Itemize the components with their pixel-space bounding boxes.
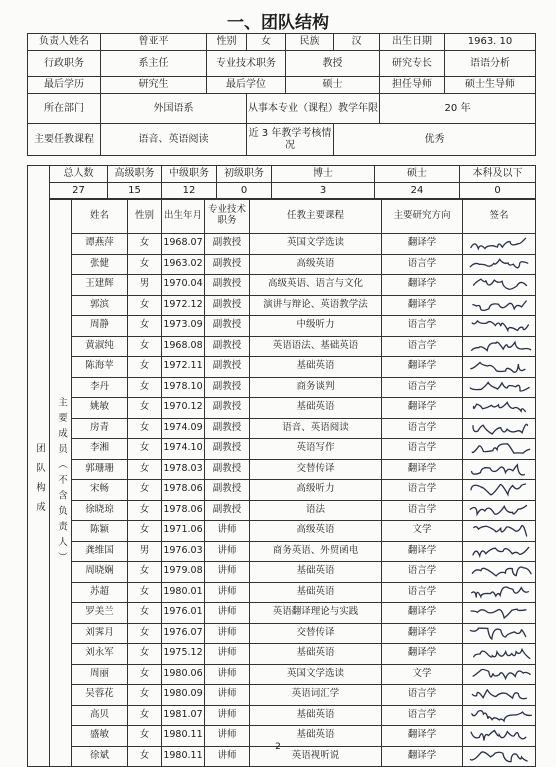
member-name: 徐晓琼 bbox=[72, 500, 128, 521]
member-title: 副教授 bbox=[205, 295, 250, 316]
member-courses: 基础英语 bbox=[250, 705, 382, 726]
member-signature bbox=[463, 398, 536, 419]
signature-scribble bbox=[466, 276, 532, 293]
member-birth: 1972.11 bbox=[162, 357, 205, 378]
leader-info-table bbox=[27, 33, 536, 156]
member-signature bbox=[463, 603, 536, 624]
summary-header: 本科及以下 bbox=[460, 166, 536, 183]
member-title: 副教授 bbox=[205, 439, 250, 460]
signature-scribble bbox=[466, 563, 532, 580]
summary-value: 12 bbox=[162, 183, 217, 200]
leader-birth-label: 出生日期 bbox=[380, 34, 445, 51]
leader-admin-label: 行政职务 bbox=[28, 51, 101, 77]
member-research: 翻译学 bbox=[382, 623, 463, 644]
member-row bbox=[28, 582, 536, 603]
signature-scribble bbox=[466, 358, 532, 375]
member-title: 副教授 bbox=[205, 316, 250, 337]
member-birth: 1970.04 bbox=[162, 275, 205, 296]
leader-gender: 女 bbox=[247, 34, 286, 51]
member-birth: 1980.01 bbox=[162, 582, 205, 603]
member-gender: 女 bbox=[128, 562, 162, 583]
member-title: 副教授 bbox=[205, 336, 250, 357]
member-name: 刘霁月 bbox=[72, 623, 128, 644]
member-courses: 英语视听说 bbox=[250, 746, 382, 767]
member-row bbox=[28, 357, 536, 378]
member-name: 陈海苹 bbox=[72, 357, 128, 378]
member-research: 语言学 bbox=[382, 582, 463, 603]
member-research: 翻译学 bbox=[382, 234, 463, 255]
member-name: 李湘 bbox=[72, 439, 128, 460]
member-signature bbox=[463, 541, 536, 562]
member-gender: 女 bbox=[128, 377, 162, 398]
member-row bbox=[28, 275, 536, 296]
signature-scribble bbox=[466, 645, 532, 662]
member-signature bbox=[463, 295, 536, 316]
signature-scribble bbox=[466, 338, 532, 355]
member-row bbox=[28, 603, 536, 624]
member-courses: 交替传译 bbox=[250, 623, 382, 644]
signature-scribble bbox=[466, 686, 532, 703]
member-row bbox=[28, 500, 536, 521]
team-summary-table bbox=[27, 165, 536, 200]
member-name: 罗美兰 bbox=[72, 603, 128, 624]
member-row bbox=[28, 541, 536, 562]
leader-admin: 系主任 bbox=[101, 51, 207, 77]
member-birth: 1973.09 bbox=[162, 316, 205, 337]
member-courses: 基础英语 bbox=[250, 644, 382, 665]
member-research: 文学 bbox=[382, 664, 463, 685]
member-signature bbox=[463, 480, 536, 501]
member-row bbox=[28, 439, 536, 460]
member-birth: 1978.06 bbox=[162, 500, 205, 521]
signature-scribble bbox=[466, 543, 532, 560]
member-name: 徐斌 bbox=[72, 746, 128, 767]
member-courses: 商务谈判 bbox=[250, 377, 382, 398]
signature-scribble bbox=[466, 481, 532, 498]
member-gender: 女 bbox=[128, 746, 162, 767]
member-signature bbox=[463, 316, 536, 337]
member-row bbox=[28, 480, 536, 501]
signature-scribble bbox=[466, 256, 532, 273]
member-row bbox=[28, 295, 536, 316]
member-birth: 1976.07 bbox=[162, 623, 205, 644]
member-signature bbox=[463, 377, 536, 398]
leader-supervisor: 硕士生导师 bbox=[445, 77, 536, 94]
leader-courses: 语音、英语阅读 bbox=[101, 124, 247, 156]
member-gender: 女 bbox=[128, 664, 162, 685]
member-title: 讲师 bbox=[205, 685, 250, 706]
member-courses: 英国文学选读 bbox=[250, 234, 382, 255]
member-title: 副教授 bbox=[205, 459, 250, 480]
leader-supervisor-label: 担任导师 bbox=[380, 77, 445, 94]
member-birth: 1972.12 bbox=[162, 295, 205, 316]
signature-scribble bbox=[466, 604, 532, 621]
summary-value: 3 bbox=[272, 183, 375, 200]
member-research: 语言学 bbox=[382, 254, 463, 275]
member-signature bbox=[463, 521, 536, 542]
signature-scribble bbox=[466, 625, 532, 642]
member-name: 黄淑纯 bbox=[72, 336, 128, 357]
member-title: 副教授 bbox=[205, 275, 250, 296]
team-structure-label: 团队构成 bbox=[28, 199, 50, 767]
summary-header: 初级职务 bbox=[217, 166, 272, 183]
member-birth: 1979.08 bbox=[162, 562, 205, 583]
member-courses: 英语翻译理论与实践 bbox=[250, 603, 382, 624]
summary-spacer bbox=[28, 166, 50, 200]
leader-name-label: 负责人姓名 bbox=[28, 34, 101, 51]
member-courses: 高级英语 bbox=[250, 254, 382, 275]
member-name: 陈颖 bbox=[72, 521, 128, 542]
member-signature bbox=[463, 439, 536, 460]
member-birth: 1976.01 bbox=[162, 603, 205, 624]
signature-scribble bbox=[466, 502, 532, 519]
member-research: 翻译学 bbox=[382, 295, 463, 316]
leader-dept-label: 所在部门 bbox=[28, 94, 101, 124]
leader-eval-label: 近 3 年教学考核情况 bbox=[247, 124, 334, 156]
member-title: 讲师 bbox=[205, 644, 250, 665]
member-courses: 高级听力 bbox=[250, 480, 382, 501]
member-row bbox=[28, 316, 536, 337]
member-research: 语言学 bbox=[382, 705, 463, 726]
member-gender: 男 bbox=[128, 541, 162, 562]
leader-title: 教授 bbox=[286, 51, 380, 77]
member-courses: 交替传译 bbox=[250, 459, 382, 480]
summary-value: 15 bbox=[108, 183, 162, 200]
page-title: 一、团队结构 bbox=[227, 13, 329, 33]
signature-scribble bbox=[466, 440, 532, 457]
leader-research-label: 研究专长 bbox=[380, 51, 445, 77]
member-research: 翻译学 bbox=[382, 746, 463, 767]
member-research: 翻译学 bbox=[382, 726, 463, 747]
member-birth: 1978.06 bbox=[162, 480, 205, 501]
member-courses: 高级英语、语言与文化 bbox=[250, 275, 382, 296]
member-courses: 中级听力 bbox=[250, 316, 382, 337]
member-research: 文学 bbox=[382, 521, 463, 542]
member-gender: 女 bbox=[128, 685, 162, 706]
members-header: 签名 bbox=[463, 199, 536, 234]
member-name: 郭珊珊 bbox=[72, 459, 128, 480]
member-gender: 女 bbox=[128, 439, 162, 460]
member-signature bbox=[463, 623, 536, 644]
member-birth: 1968.07 bbox=[162, 234, 205, 255]
signature-scribble bbox=[466, 666, 532, 683]
member-research: 翻译学 bbox=[382, 398, 463, 419]
member-name: 郭滨 bbox=[72, 295, 128, 316]
summary-header: 博士 bbox=[272, 166, 375, 183]
member-research: 翻译学 bbox=[382, 603, 463, 624]
member-row bbox=[28, 664, 536, 685]
member-gender: 女 bbox=[128, 459, 162, 480]
signature-scribble bbox=[466, 317, 532, 334]
member-row bbox=[28, 398, 536, 419]
member-name: 李丹 bbox=[72, 377, 128, 398]
member-research: 语言学 bbox=[382, 480, 463, 501]
leader-edu-label: 最后学历 bbox=[28, 77, 101, 94]
member-row bbox=[28, 623, 536, 644]
leader-dept: 外国语系 bbox=[101, 94, 247, 124]
member-row bbox=[28, 521, 536, 542]
member-courses: 英国文学选读 bbox=[250, 664, 382, 685]
member-research: 语言学 bbox=[382, 377, 463, 398]
member-gender: 女 bbox=[128, 726, 162, 747]
member-signature bbox=[463, 685, 536, 706]
member-gender: 女 bbox=[128, 357, 162, 378]
summary-value: 27 bbox=[50, 183, 108, 200]
member-courses: 高级英语 bbox=[250, 521, 382, 542]
member-name: 盛敏 bbox=[72, 726, 128, 747]
member-courses: 英语语法、基础英语 bbox=[250, 336, 382, 357]
member-title: 副教授 bbox=[205, 234, 250, 255]
member-title: 讲师 bbox=[205, 562, 250, 583]
member-row bbox=[28, 644, 536, 665]
member-research: 语言学 bbox=[382, 418, 463, 439]
signature-scribble bbox=[466, 235, 532, 252]
member-signature bbox=[463, 582, 536, 603]
member-signature bbox=[463, 664, 536, 685]
member-courses: 基础英语 bbox=[250, 582, 382, 603]
signature-scribble bbox=[466, 420, 532, 437]
leader-degree: 硕士 bbox=[286, 77, 380, 94]
member-name: 周静 bbox=[72, 316, 128, 337]
summary-header: 中级职务 bbox=[162, 166, 217, 183]
member-title: 讲师 bbox=[205, 705, 250, 726]
member-name: 高贝 bbox=[72, 705, 128, 726]
summary-value: 0 bbox=[217, 183, 272, 200]
member-birth: 1974.09 bbox=[162, 418, 205, 439]
summary-header: 硕士 bbox=[375, 166, 460, 183]
member-gender: 女 bbox=[128, 603, 162, 624]
member-gender: 女 bbox=[128, 500, 162, 521]
member-name: 吴蓉花 bbox=[72, 685, 128, 706]
summary-value: 24 bbox=[375, 183, 460, 200]
member-row bbox=[28, 562, 536, 583]
member-birth: 1968.08 bbox=[162, 336, 205, 357]
member-birth: 1978.10 bbox=[162, 377, 205, 398]
members-header: 性别 bbox=[128, 199, 162, 234]
member-name: 龚维国 bbox=[72, 541, 128, 562]
leader-gender-label: 性别 bbox=[207, 34, 247, 51]
member-title: 讲师 bbox=[205, 726, 250, 747]
signature-scribble bbox=[466, 584, 532, 601]
member-signature bbox=[463, 275, 536, 296]
member-title: 讲师 bbox=[205, 603, 250, 624]
member-courses: 语音、英语阅读 bbox=[250, 418, 382, 439]
signature-scribble bbox=[466, 297, 532, 314]
member-row bbox=[28, 234, 536, 255]
member-research: 语言学 bbox=[382, 562, 463, 583]
member-name: 苏超 bbox=[72, 582, 128, 603]
members-header: 主要研究方向 bbox=[382, 199, 463, 234]
members-header: 姓名 bbox=[72, 199, 128, 234]
member-birth: 1975.12 bbox=[162, 644, 205, 665]
member-gender: 女 bbox=[128, 521, 162, 542]
member-courses: 英语词汇学 bbox=[250, 685, 382, 706]
members-header: 专业技术职务 bbox=[205, 199, 250, 234]
member-birth: 1980.11 bbox=[162, 726, 205, 747]
member-gender: 女 bbox=[128, 234, 162, 255]
member-research: 翻译学 bbox=[382, 275, 463, 296]
main-members-label: 主要成员（不含负责人） bbox=[50, 199, 72, 767]
member-name: 刘永军 bbox=[72, 644, 128, 665]
leader-years-label: 从事本专业（课程）教学年限 bbox=[247, 94, 380, 124]
member-name: 王建辉 bbox=[72, 275, 128, 296]
member-title: 讲师 bbox=[205, 521, 250, 542]
signature-scribble bbox=[466, 522, 532, 539]
member-birth: 1971.06 bbox=[162, 521, 205, 542]
member-birth: 1980.06 bbox=[162, 664, 205, 685]
page-number: 2 bbox=[275, 742, 281, 752]
member-title: 讲师 bbox=[205, 664, 250, 685]
member-gender: 女 bbox=[128, 644, 162, 665]
member-title: 讲师 bbox=[205, 746, 250, 767]
member-name: 张健 bbox=[72, 254, 128, 275]
signature-scribble bbox=[466, 399, 532, 416]
member-signature bbox=[463, 336, 536, 357]
leader-eval: 优秀 bbox=[334, 124, 536, 156]
summary-value: 0 bbox=[460, 183, 536, 200]
member-courses: 演讲与辩论、英语教学法 bbox=[250, 295, 382, 316]
member-title: 副教授 bbox=[205, 418, 250, 439]
member-research: 语言学 bbox=[382, 316, 463, 337]
leader-ethnicity: 汉 bbox=[334, 34, 380, 51]
summary-header: 总人数 bbox=[50, 166, 108, 183]
signature-scribble bbox=[466, 379, 532, 396]
member-signature bbox=[463, 562, 536, 583]
member-research: 语言学 bbox=[382, 500, 463, 521]
member-title: 副教授 bbox=[205, 377, 250, 398]
member-signature bbox=[463, 357, 536, 378]
leader-birth: 1963. 10 bbox=[445, 34, 536, 51]
member-research: 翻译学 bbox=[382, 357, 463, 378]
member-courses: 基础英语 bbox=[250, 398, 382, 419]
signature-scribble bbox=[466, 707, 532, 724]
member-title: 副教授 bbox=[205, 480, 250, 501]
member-birth: 1978.03 bbox=[162, 459, 205, 480]
member-courses: 基础英语 bbox=[250, 726, 382, 747]
leader-years: 20 年 bbox=[380, 94, 536, 124]
member-title: 副教授 bbox=[205, 254, 250, 275]
member-courses: 英语写作 bbox=[250, 439, 382, 460]
member-row bbox=[28, 336, 536, 357]
member-birth: 1970.12 bbox=[162, 398, 205, 419]
leader-degree-label: 最后学位 bbox=[207, 77, 286, 94]
member-courses: 基础英语 bbox=[250, 357, 382, 378]
member-signature bbox=[463, 418, 536, 439]
member-research: 语言学 bbox=[382, 336, 463, 357]
member-birth: 1981.07 bbox=[162, 705, 205, 726]
member-birth: 1980.09 bbox=[162, 685, 205, 706]
member-research: 翻译学 bbox=[382, 644, 463, 665]
member-title: 讲师 bbox=[205, 541, 250, 562]
member-name: 宋畅 bbox=[72, 480, 128, 501]
member-gender: 女 bbox=[128, 480, 162, 501]
member-gender: 女 bbox=[128, 254, 162, 275]
member-signature bbox=[463, 644, 536, 665]
member-title: 副教授 bbox=[205, 398, 250, 419]
member-birth: 1963.02 bbox=[162, 254, 205, 275]
member-gender: 女 bbox=[128, 398, 162, 419]
member-birth: 1980.11 bbox=[162, 746, 205, 767]
member-signature bbox=[463, 254, 536, 275]
member-gender: 女 bbox=[128, 623, 162, 644]
member-row bbox=[28, 459, 536, 480]
member-research: 翻译学 bbox=[382, 541, 463, 562]
member-row bbox=[28, 705, 536, 726]
signature-scribble bbox=[466, 461, 532, 478]
member-title: 副教授 bbox=[205, 357, 250, 378]
member-birth: 1974.10 bbox=[162, 439, 205, 460]
leader-research: 语语分析 bbox=[445, 51, 536, 77]
member-gender: 女 bbox=[128, 316, 162, 337]
member-gender: 女 bbox=[128, 418, 162, 439]
member-courses: 语法 bbox=[250, 500, 382, 521]
member-row bbox=[28, 418, 536, 439]
summary-header: 高级职务 bbox=[108, 166, 162, 183]
members-header: 出生年月 bbox=[162, 199, 205, 234]
members-table bbox=[27, 198, 536, 767]
leader-ethnicity-label: 民族 bbox=[286, 34, 334, 51]
members-header: 任教主要课程 bbox=[250, 199, 382, 234]
member-name: 周晓娴 bbox=[72, 562, 128, 583]
member-signature bbox=[463, 705, 536, 726]
member-gender: 女 bbox=[128, 582, 162, 603]
member-gender: 男 bbox=[128, 275, 162, 296]
member-signature bbox=[463, 234, 536, 255]
member-title: 讲师 bbox=[205, 623, 250, 644]
member-row bbox=[28, 377, 536, 398]
member-gender: 女 bbox=[128, 295, 162, 316]
member-signature bbox=[463, 500, 536, 521]
member-name: 姚敏 bbox=[72, 398, 128, 419]
member-row bbox=[28, 685, 536, 706]
member-research: 翻译学 bbox=[382, 459, 463, 480]
leader-edu: 研究生 bbox=[101, 77, 207, 94]
leader-title-label: 专业技术职务 bbox=[207, 51, 286, 77]
member-signature bbox=[463, 459, 536, 480]
member-row bbox=[28, 254, 536, 275]
member-name: 周丽 bbox=[72, 664, 128, 685]
member-birth: 1976.03 bbox=[162, 541, 205, 562]
member-title: 讲师 bbox=[205, 582, 250, 603]
leader-name: 曾亚平 bbox=[101, 34, 207, 51]
member-name: 房青 bbox=[72, 418, 128, 439]
leader-courses-label: 主要任教课程 bbox=[28, 124, 101, 156]
member-research: 语言学 bbox=[382, 685, 463, 706]
member-title: 副教授 bbox=[205, 500, 250, 521]
member-gender: 女 bbox=[128, 705, 162, 726]
member-name: 谭燕萍 bbox=[72, 234, 128, 255]
member-gender: 女 bbox=[128, 336, 162, 357]
member-courses: 基础英语 bbox=[250, 562, 382, 583]
member-research: 语言学 bbox=[382, 439, 463, 460]
member-courses: 商务英语、外贸函电 bbox=[250, 541, 382, 562]
